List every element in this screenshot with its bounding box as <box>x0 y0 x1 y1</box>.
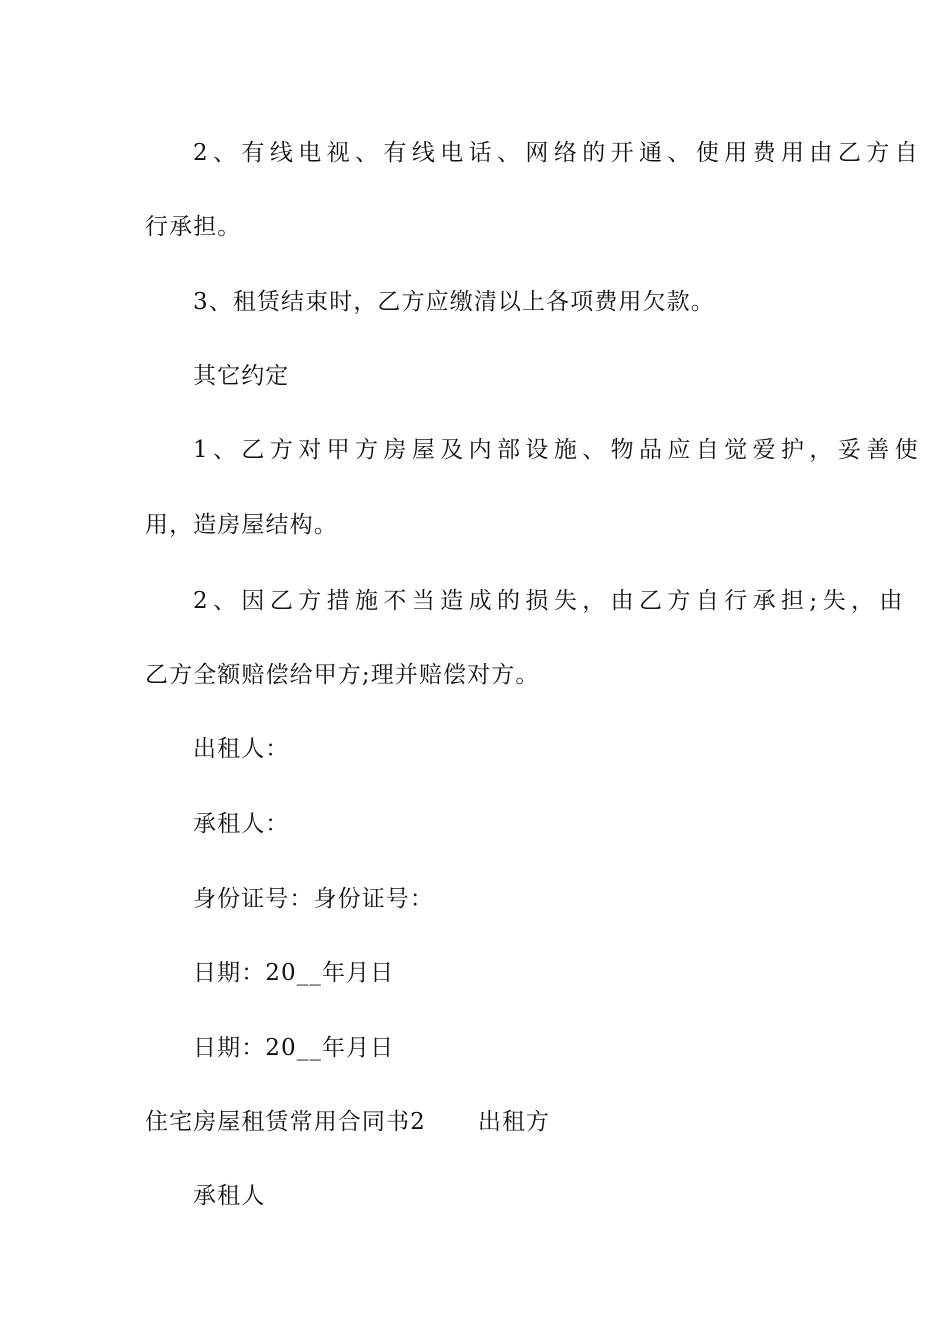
date-line-1: 日期：20__年月日 <box>193 960 395 986</box>
clause-2-line-1: 2、有线电视、有线电话、网络的开通、使用费用由乙方自 <box>193 140 924 166</box>
section-heading-other-agreements: 其它约定 <box>193 363 290 389</box>
contract-title: 住宅房屋租赁常用合同书2 <box>145 1109 426 1135</box>
lessor-signature-label: 出租人： <box>193 736 290 762</box>
date-line-2: 日期：20__年月日 <box>193 1035 395 1061</box>
id-number-labels: 身份证号：身份证号： <box>193 886 434 912</box>
lessee-signature-label: 承租人： <box>193 811 290 837</box>
agreement-2-line-1: 2、因乙方措施不当造成的损失，由乙方自行承担;失，由 <box>193 588 908 614</box>
clause-3: 3、租赁结束时，乙方应缴清以上各项费用欠款。 <box>193 289 715 315</box>
contract-title-line <box>145 1107 810 1137</box>
lessee-label: 承租人 <box>193 1183 266 1209</box>
agreement-1-line-2: 用，造房屋结构。 <box>145 512 338 538</box>
agreement-1-line-1: 1、乙方对甲方房屋及内部设施、物品应自觉爱护，妥善使 <box>193 437 924 463</box>
lessor-label: 出租方 <box>477 1109 551 1135</box>
clause-2-line-2: 行承担。 <box>145 214 242 240</box>
agreement-2-line-2: 乙方全额赔偿给甲方;理并赔偿对方。 <box>145 662 540 688</box>
